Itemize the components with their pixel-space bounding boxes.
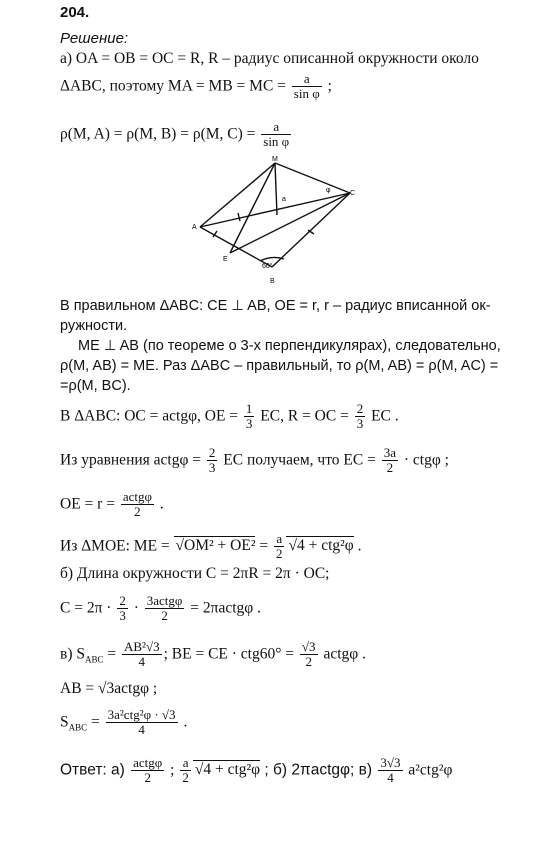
t: ·	[129, 599, 143, 617]
edge-ec	[230, 193, 350, 253]
t: ; BE = CE · ctg60° =	[163, 645, 298, 663]
n: 2	[356, 401, 364, 416]
d: 4	[138, 654, 146, 670]
t: =	[87, 713, 104, 731]
edge-ac	[200, 193, 350, 227]
edge-ma	[200, 163, 275, 227]
edge-mc	[275, 163, 350, 193]
d: 2	[275, 546, 283, 562]
n: 3√3	[380, 755, 401, 770]
label-angle: 60°	[262, 263, 273, 270]
d: 4	[138, 722, 145, 738]
t: ; б) 2πactgφ; в)	[260, 761, 377, 779]
frac-actg-2	[121, 490, 154, 520]
t: Из ΔMOE: ME =	[60, 537, 174, 555]
edge-bc	[272, 193, 350, 267]
label-c: C	[350, 190, 356, 197]
n: 1	[245, 401, 253, 416]
n: √3	[301, 639, 316, 654]
frac-ans-c	[378, 756, 402, 786]
t: actgφ .	[319, 645, 366, 663]
t: S	[60, 713, 69, 731]
n: 2	[119, 593, 126, 608]
d: 3	[208, 460, 216, 476]
line-11	[60, 594, 261, 624]
line-a2: ΔABC, поэтому MA = MB = MC = $\frac{a}{\text{sin φ}}$ ;	[60, 71, 332, 102]
frac-2-3	[355, 402, 366, 432]
frac-den: sin φ	[263, 134, 290, 150]
sub: ABC	[84, 654, 104, 665]
sqrt-4-ctg: √4 + ctg²φ	[288, 537, 354, 555]
fraction-rho	[261, 120, 291, 150]
t: = 2πactgφ .	[186, 599, 261, 617]
t: EC получаем, что EC =	[219, 451, 380, 469]
line-rho	[60, 120, 293, 150]
line-10: б) Длина окружности C = 2πR = 2π · OC;	[60, 565, 330, 582]
line-p1: В правильном ΔABC: CE ⊥ AB, OE = r, r – радиус вписанной ок-	[60, 298, 491, 314]
t: · ctgφ ;	[400, 451, 449, 469]
n: actgφ	[122, 489, 152, 504]
frac-3a-2	[382, 446, 398, 476]
line-p5: =ρ(M, BC).	[60, 378, 131, 394]
frac-2-3c	[117, 594, 128, 624]
frac-num: a	[292, 72, 322, 87]
t: C = 2π ·	[60, 599, 116, 617]
n: 3a²ctg²φ · √3	[107, 707, 176, 722]
frac-sqrt3-2	[300, 640, 318, 670]
d: 2	[144, 770, 151, 786]
t: EC, R = OC =	[256, 407, 353, 425]
t: в) S	[60, 645, 85, 663]
n: 3a	[383, 445, 396, 460]
line-12	[60, 640, 366, 670]
label-e: E	[223, 256, 228, 263]
label-a-side: a	[282, 196, 286, 203]
n: AB²√3	[124, 639, 160, 654]
t: =	[103, 645, 120, 663]
line-p3: ME ⊥ AB (по теореме о 3-х перпендикулярах), следовательно,	[78, 338, 501, 354]
t: .	[179, 713, 188, 731]
line-14	[60, 708, 187, 738]
line-13: AB = √3actgφ ;	[60, 680, 158, 697]
label-phi: φ	[326, 187, 331, 194]
frac-ans-a	[131, 756, 164, 786]
label-m: M	[272, 156, 278, 163]
frac-den: sin φ	[293, 86, 320, 102]
frac-ab2	[122, 640, 162, 670]
n: 2	[208, 445, 216, 460]
frac-ans-a2	[180, 756, 191, 786]
frac-1-3	[244, 402, 255, 432]
t: =	[255, 537, 272, 555]
problem-number: 204.	[60, 4, 90, 21]
edge-me	[230, 163, 275, 253]
line-p2: ружности.	[60, 318, 128, 334]
t: Из уравнения actgφ =	[60, 451, 205, 469]
line-rho-text: ρ(M, A) = ρ(M, B) = ρ(M, C) =	[60, 125, 260, 143]
line-7	[60, 446, 449, 476]
t: В ΔABC: OC = actgφ, OE =	[60, 407, 242, 425]
d: 3	[356, 416, 364, 432]
frac-2-3b	[207, 446, 218, 476]
geometry-figure	[190, 155, 360, 290]
frac-area	[106, 708, 178, 738]
line-p4: ρ(M, AB) = ME. Раз ΔABC – правильный, то ρ(M, AB) = ρ(M, AC) =	[60, 358, 499, 374]
t: Ответ: а)	[60, 761, 130, 779]
d: 2	[305, 654, 312, 670]
n: a	[274, 532, 285, 547]
line-9: Из ΔMOE: ME = √OM² + OE² = $\frac{a}{2}$ √4 + ctg²φ .	[60, 531, 362, 562]
line-answer	[60, 756, 452, 786]
line-8: OE = r = $\frac{\text{actgφ}}{2}$ .	[60, 489, 164, 520]
d: 4	[387, 770, 394, 786]
sub: ABC	[68, 722, 88, 733]
solution-label: Решение:	[60, 30, 129, 47]
line-6	[60, 402, 399, 432]
t: a²ctg²φ	[404, 761, 453, 779]
d: 3	[245, 416, 253, 432]
frac-num: a	[261, 120, 291, 135]
d: 2	[182, 770, 189, 786]
tick-ac	[238, 213, 240, 221]
sqrt-ans: √4 + ctg²φ	[194, 761, 261, 779]
line-a2-text: ΔABC, поэтому MA = MB = MC =	[60, 77, 290, 95]
d: 3	[119, 608, 126, 624]
edge-mo	[275, 163, 277, 215]
fraction-a-over-sin	[292, 72, 322, 102]
t: OE = r =	[60, 495, 119, 513]
d: 2	[386, 460, 394, 476]
t: ;	[166, 761, 179, 779]
n: a	[180, 756, 191, 771]
line-a1: а) OA = OB = OC = R, R – радиус описанной окружности около	[60, 50, 479, 67]
sqrt-om-oe: √OM² + OE²	[175, 537, 256, 555]
t: EC .	[367, 407, 399, 425]
label-b: B	[270, 278, 275, 285]
frac-a-2	[274, 532, 285, 562]
d: 2	[134, 504, 141, 520]
n: actgφ	[133, 755, 163, 770]
d: 2	[161, 608, 168, 624]
frac-3actg-2	[145, 594, 185, 624]
label-a: A	[192, 224, 197, 231]
n: 3actgφ	[146, 593, 183, 608]
